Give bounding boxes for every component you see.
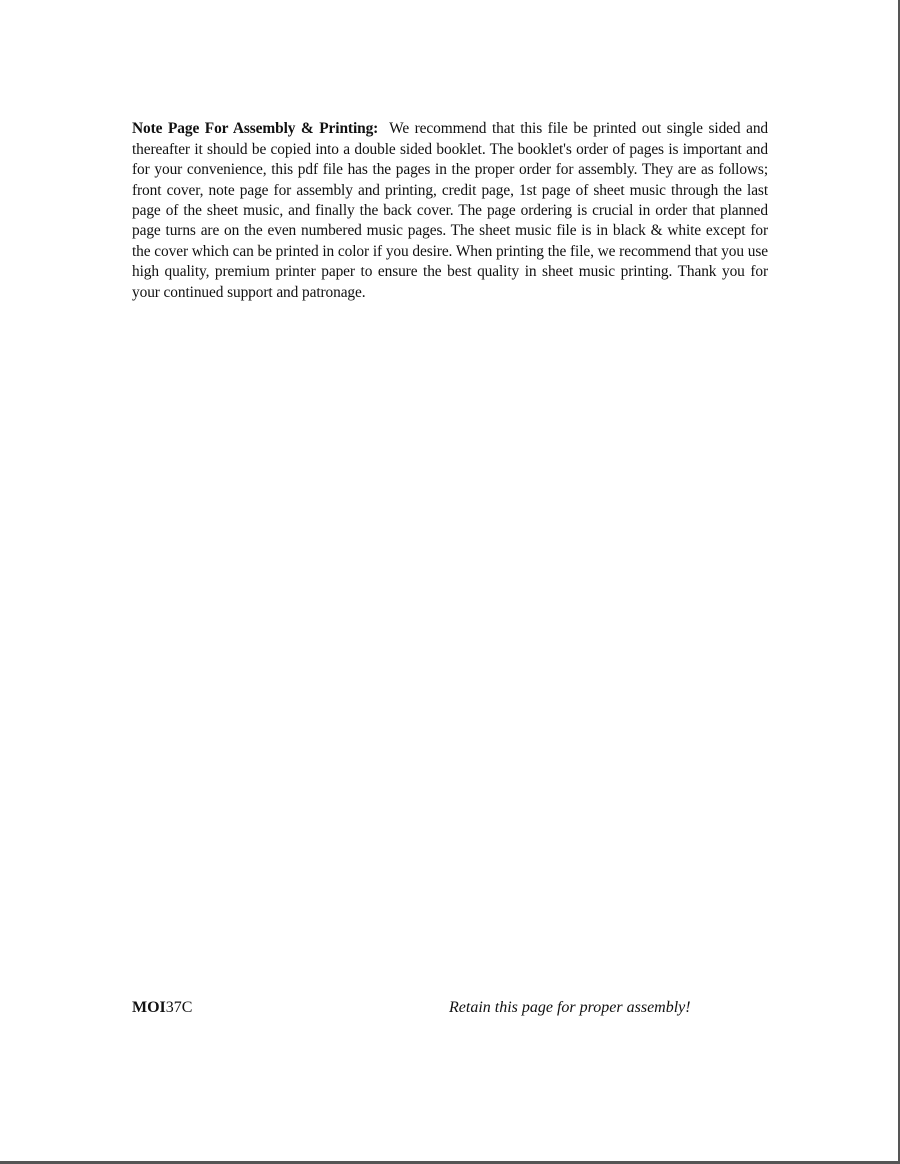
note-heading: Note Page For Assembly & Printing: [132,120,379,138]
assembly-note-paragraph [132,119,768,303]
note-body: We recommend that this file be printed out single sided and thereafter it should be copied into a double sided booklet. The booklet's order of pages is important and for your convenience, this pdf file has the pages in the proper order for assembly. They are as follows; front cover, note page for assembly and printing, credit page, 1st page of sheet music through the last page of the sheet music, and finally the back cover. The page ordering is crucial in order that planned page turns are on the even numbered music pages. The sheet music file is in black & white except for the cover which can be printed in color if you desire. When printing the file, we recommend that you use high quality, premium printer paper to ensure the best quality in sheet music printing. Thank you for your continued support and patronage. [132,120,769,301]
retain-page-notice: Retain this page for proper assembly! [449,999,691,1016]
catalog-code [132,998,192,1018]
catalog-code-prefix: MOI [132,999,166,1016]
catalog-code-suffix: 37C [165,999,193,1016]
